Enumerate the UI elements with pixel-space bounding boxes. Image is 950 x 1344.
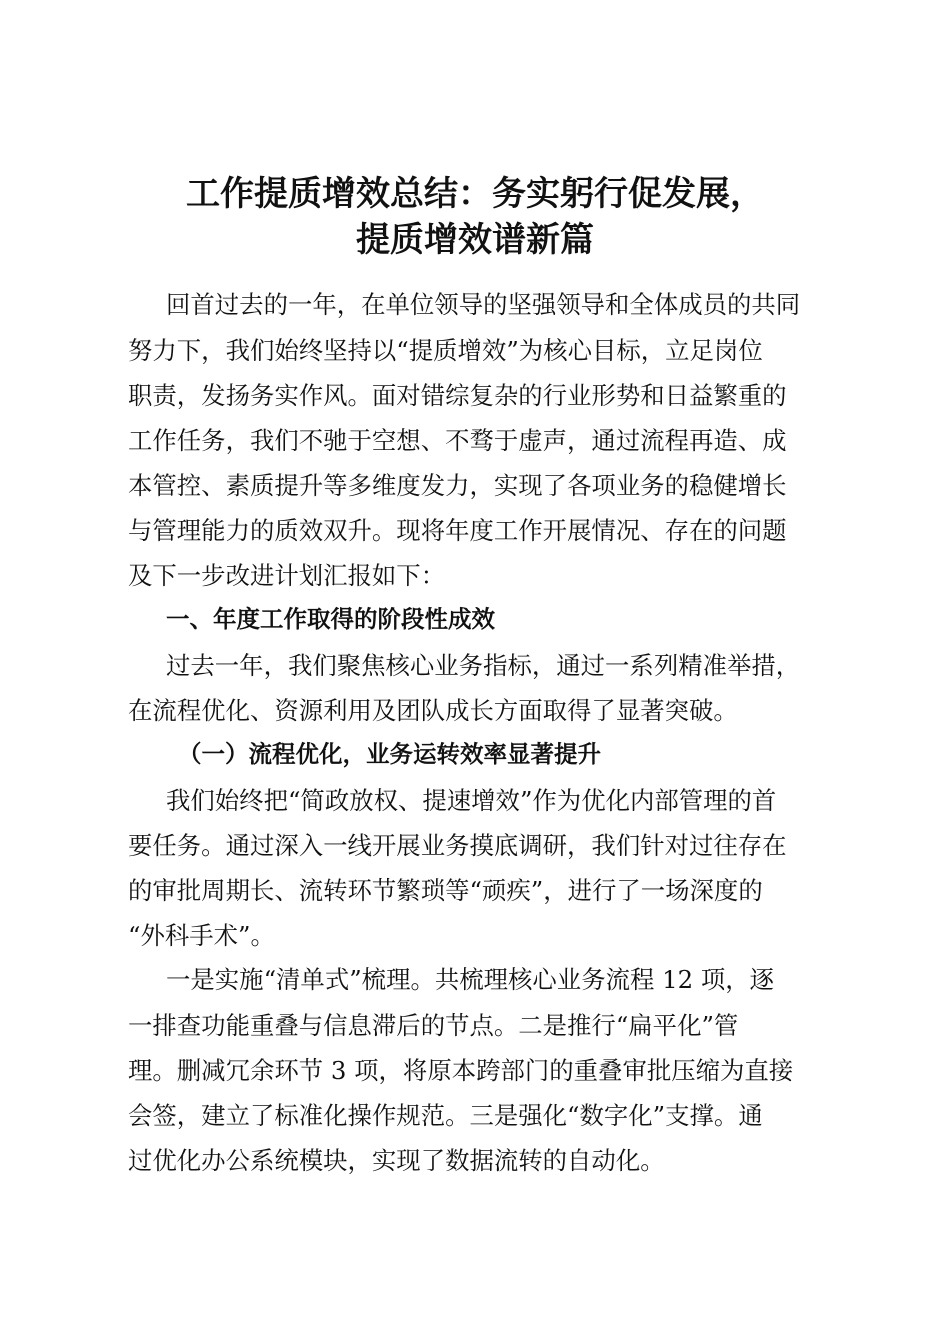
section-1-heading: 一、年度工作取得的阶段性成效 <box>166 605 495 633</box>
subsection-1-para-2-line-4: 会签，建立了标准化操作规范。三是强化“数字化”支撑。通 <box>128 1101 763 1130</box>
intro-line-6: 与管理能力的质效双升。现将年度工作开展情况、存在的问题 <box>128 516 787 545</box>
intro-line-7: 及下一步改进计划汇报如下： <box>128 561 446 590</box>
section-1-line-2: 在流程优化、资源利用及团队成长方面取得了显著突破。 <box>128 696 738 725</box>
document-title-line-2: 提质增效谱新篇 <box>356 220 594 260</box>
intro-line-2: 努力下，我们始终坚持以“提质增效”为核心目标，立足岗位 <box>128 336 763 365</box>
subsection-1-para-2-line-5: 过优化办公系统模块，实现了数据流转的自动化。 <box>128 1146 665 1175</box>
intro-line-4: 工作任务，我们不驰于空想、不骛于虚声，通过流程再造、成 <box>128 426 787 455</box>
subsection-1-para-2-line-3: 理。删减冗余环节 3 项，将原本跨部门的重叠审批压缩为直接 <box>128 1056 794 1085</box>
subsection-1-para-1-line-2: 要任务。通过深入一线开展业务摸底调研，我们针对过往存在 <box>128 831 787 860</box>
subsection-1-para-1-line-3: 的审批周期长、流转环节繁琐等“顽疾”，进行了一场深度的 <box>128 876 763 905</box>
intro-line-5: 本管控、素质提升等多维度发力，实现了各项业务的稳健增长 <box>128 471 787 500</box>
subsection-1-para-1-line-1: 我们始终把“简政放权、提速增效”作为优化内部管理的首 <box>166 786 777 815</box>
subsection-1-para-2-line-2: 一排查功能重叠与信息滞后的节点。二是推行“扁平化”管 <box>128 1011 739 1040</box>
intro-line-1: 回首过去的一年，在单位领导的坚强领导和全体成员的共同 <box>166 290 801 319</box>
section-1-line-1: 过去一年，我们聚焦核心业务指标，通过一系列精准举措， <box>166 651 801 680</box>
subsection-1-para-1-line-4: “外科手术”。 <box>128 921 275 950</box>
subsection-1-para-2-line-1: 一是实施“清单式”梳理。共梳理核心业务流程 12 项，逐 <box>166 965 775 994</box>
document-title-line-1: 工作提质增效总结：务实躬行促发展， <box>186 174 764 214</box>
intro-line-3: 职责，发扬务实作风。面对错综复杂的行业形势和日益繁重的 <box>128 381 787 410</box>
subsection-1-heading: （一）流程优化，业务运转效率显著提升 <box>178 740 601 768</box>
